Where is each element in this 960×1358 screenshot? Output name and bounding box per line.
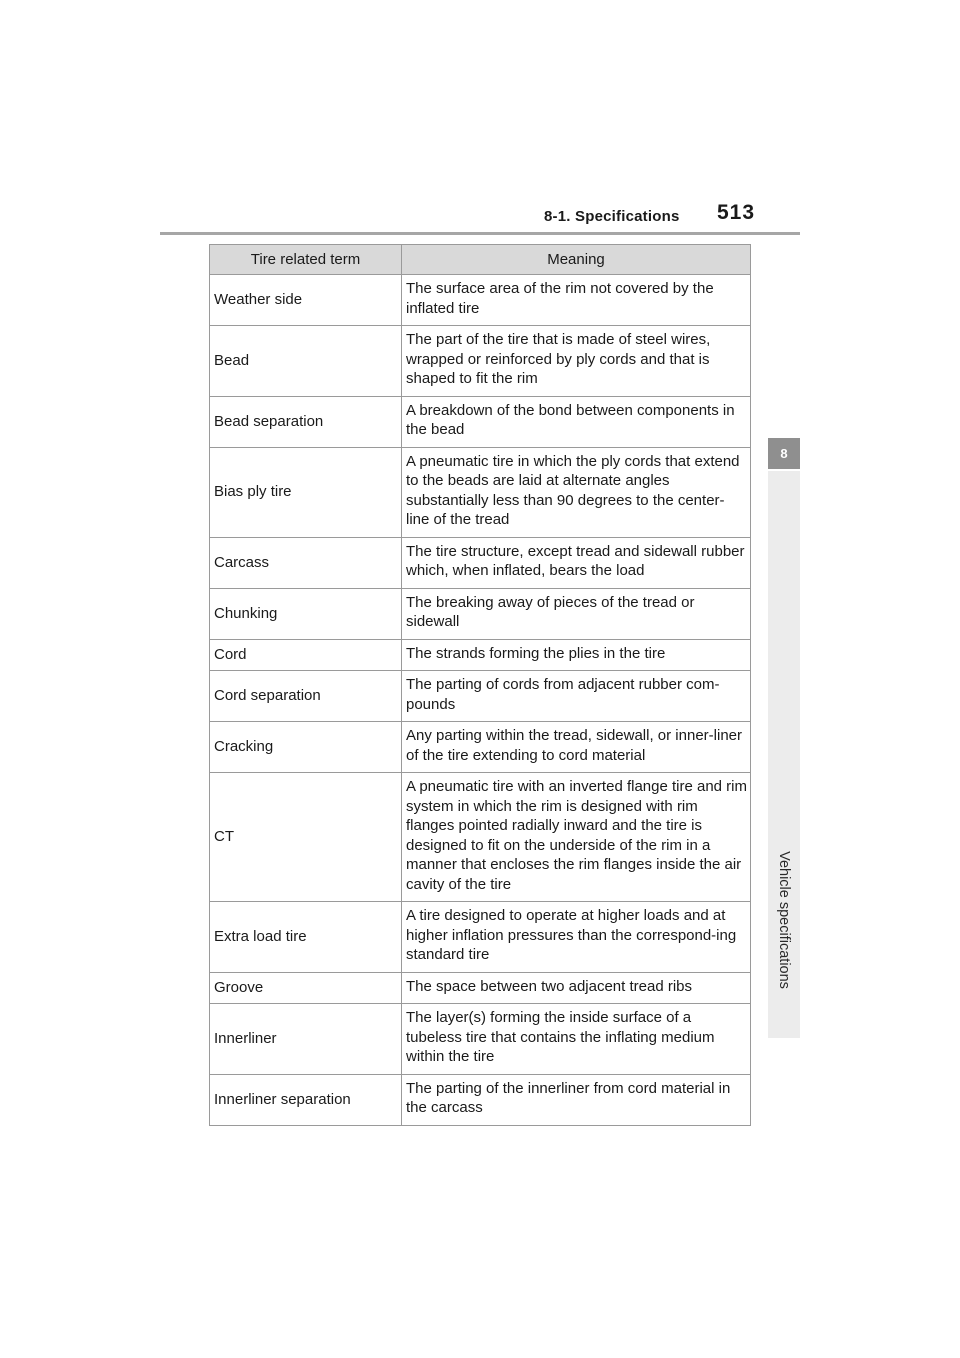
page-number: 513 xyxy=(717,201,756,224)
meaning-cell: A tire designed to operate at higher loads and at higher inflation pressures than the correspond-ing standard tire xyxy=(402,902,751,973)
table-row xyxy=(210,902,751,973)
table-row xyxy=(210,722,751,773)
meaning-cell: The space between two adjacent tread ribs xyxy=(402,972,751,1004)
term-cell: Bias ply tire xyxy=(210,447,402,537)
term-cell: Chunking xyxy=(210,588,402,639)
table-row xyxy=(210,1004,751,1075)
term-cell: Extra load tire xyxy=(210,902,402,973)
meaning-cell: A pneumatic tire in which the ply cords that extend to the beads are laid at alternate angles substantially less than 90 degrees to the center-line of the tread xyxy=(402,447,751,537)
meaning-cell: The parting of cords from adjacent rubber com-pounds xyxy=(402,671,751,722)
term-cell: Cord separation xyxy=(210,671,402,722)
meaning-cell: The layer(s) forming the inside surface of a tubeless tire that contains the inflating medium within the tire xyxy=(402,1004,751,1075)
table-row xyxy=(210,396,751,447)
term-cell: CT xyxy=(210,773,402,902)
table-row xyxy=(210,773,751,902)
term-cell: Groove xyxy=(210,972,402,1004)
term-cell: Bead separation xyxy=(210,396,402,447)
table-row xyxy=(210,588,751,639)
meaning-cell: A breakdown of the bond between components in the bead xyxy=(402,396,751,447)
table-row xyxy=(210,671,751,722)
header-divider xyxy=(160,232,800,235)
column-header-meaning: Meaning xyxy=(402,245,751,275)
meaning-cell: A pneumatic tire with an inverted flange tire and rim system in which the rim is designed with rim flanges pointed radially inward and the tire is designed to fit on the underside of the rim in a manner that encloses the rim flanges inside the air cavity of the tire xyxy=(402,773,751,902)
term-cell: Innerliner xyxy=(210,1004,402,1075)
table-row xyxy=(210,326,751,397)
table-row xyxy=(210,972,751,1004)
meaning-cell: The strands forming the plies in the tire xyxy=(402,639,751,671)
tire-terms-table xyxy=(209,244,751,1126)
section-title: 8-1. Specifications xyxy=(544,208,680,225)
term-cell: Bead xyxy=(210,326,402,397)
term-cell: Innerliner separation xyxy=(210,1074,402,1125)
chapter-tab-title: Vehicle specifications xyxy=(776,851,792,989)
term-cell: Carcass xyxy=(210,537,402,588)
table-row xyxy=(210,1074,751,1125)
column-header-term: Tire related term xyxy=(210,245,402,275)
meaning-cell: The part of the tire that is made of steel wires, wrapped or reinforced by ply cords and that is shaped to fit the rim xyxy=(402,326,751,397)
term-cell: Cord xyxy=(210,639,402,671)
chapter-tab-number: 8 xyxy=(768,438,800,469)
meaning-cell: The parting of the innerliner from cord material in the carcass xyxy=(402,1074,751,1125)
term-cell: Cracking xyxy=(210,722,402,773)
table-header-row xyxy=(210,245,751,275)
meaning-cell: Any parting within the tread, sidewall, or inner-liner of the tire extending to cord material xyxy=(402,722,751,773)
meaning-cell: The tire structure, except tread and sidewall rubber which, when inflated, bears the load xyxy=(402,537,751,588)
meaning-cell: The surface area of the rim not covered by the inflated tire xyxy=(402,275,751,326)
table-row xyxy=(210,639,751,671)
term-cell: Weather side xyxy=(210,275,402,326)
table-row xyxy=(210,537,751,588)
table-row xyxy=(210,447,751,537)
table-row xyxy=(210,275,751,326)
meaning-cell: The breaking away of pieces of the tread or sidewall xyxy=(402,588,751,639)
